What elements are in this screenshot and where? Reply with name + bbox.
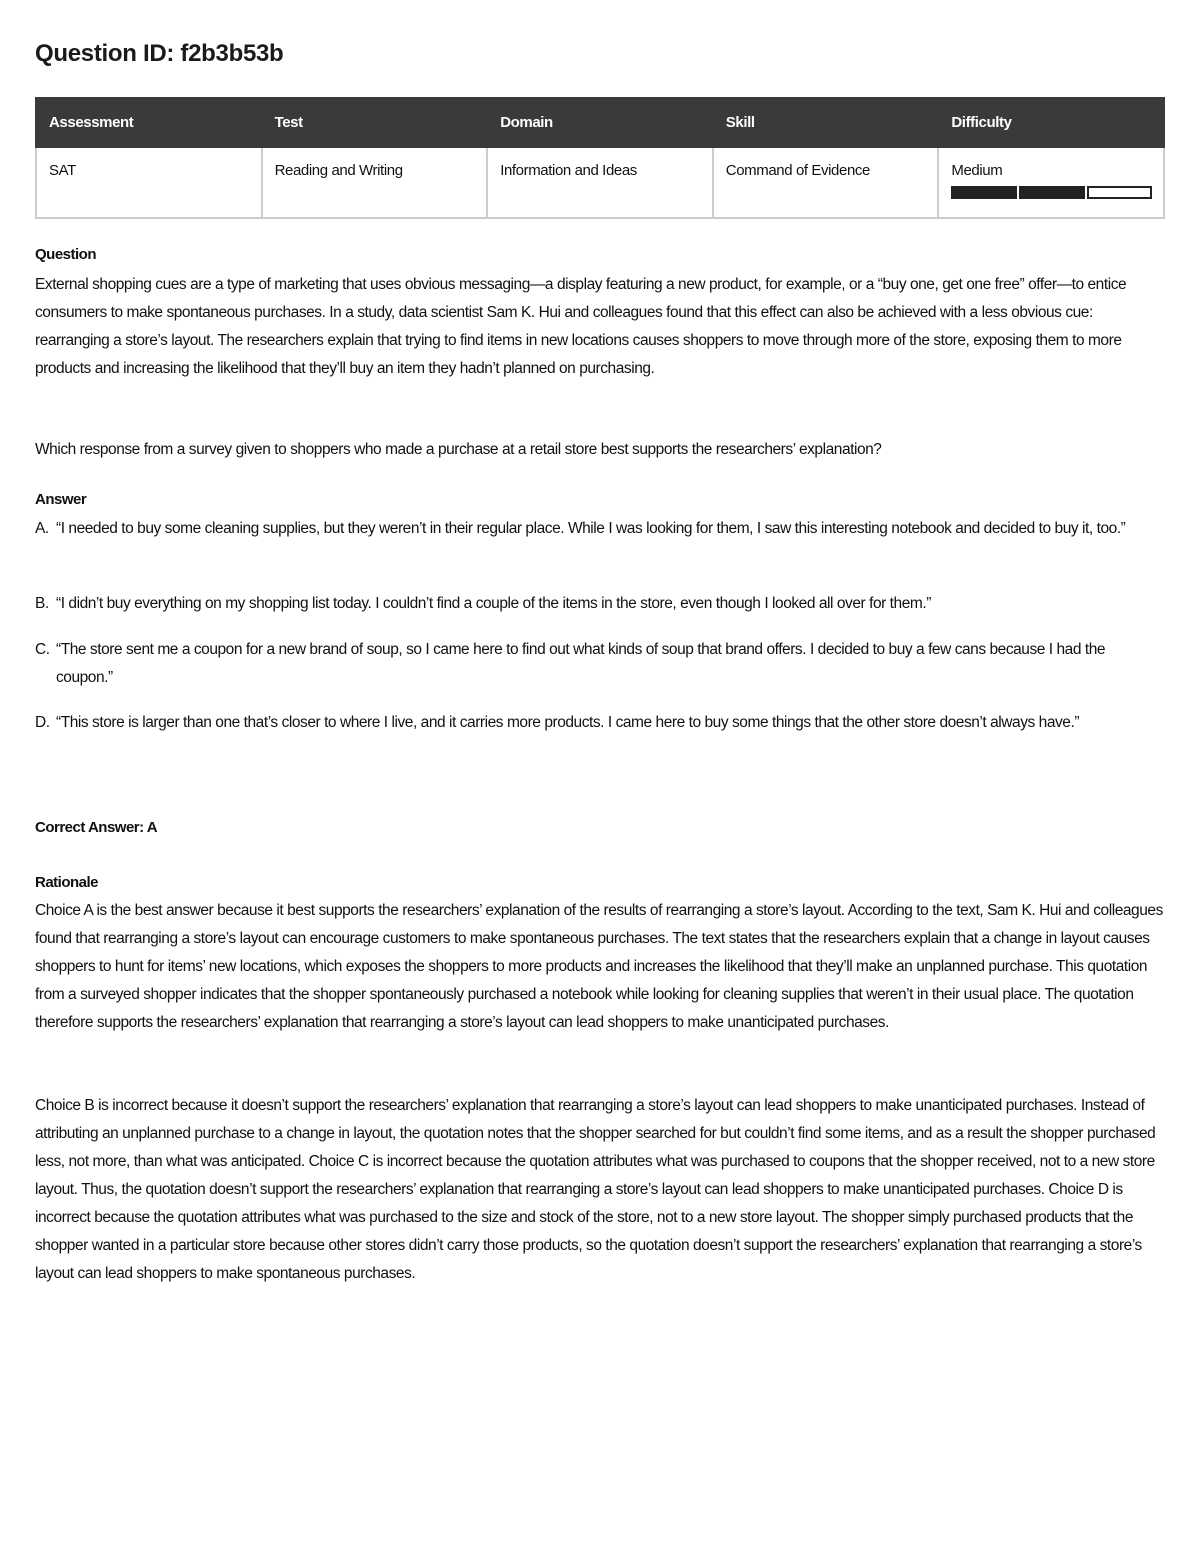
header-assessment: Assessment [36, 98, 262, 147]
rationale-paragraph-1: Choice A is the best answer because it best supports the researchers’ explanation of the results of rearranging a store’s layout. According to the text, Sam K. Hui and colleagues found that rearranging a store’s layout can encourage customers to make spontaneous purchases. The text states that the researchers explain that a change in layout causes shoppers to hunt for items’ new locations, which exposes the shoppers to more products and increases the likelihood that they’ll make an unplanned purchase. This quotation from a surveyed shopper indicates that the shopper spontaneously purchased a notebook while looking for cleaning supplies that weren’t in their usual place. The quotation therefore supports the researchers’ explanation that rearranging a store’s layout can lead shoppers to make unanticipated purchases. [35, 902, 1163, 1031]
choice-text: “I needed to buy some cleaning supplies, but they weren’t in their regular place. While I was looking for them, I saw this interesting notebook and decided to buy it, too.” [56, 520, 1126, 537]
choice-letter: A. [35, 520, 49, 537]
difficulty-segment-empty [1087, 186, 1153, 199]
choice-text: “This store is larger than one that’s closer to where I live, and it carries more products. I came here to buy some things that the other store doesn’t always have.” [56, 714, 1080, 731]
question-prompt: Which response from a survey given to shoppers who made a purchase at a retail store best supports the researchers’ explanation? [35, 441, 882, 458]
choice-letter: C. [35, 641, 50, 658]
cell-difficulty [938, 147, 1164, 218]
metadata-header-row [36, 98, 1164, 147]
answer-label: Answer [35, 491, 87, 508]
choice-c [35, 636, 1165, 692]
header-difficulty: Difficulty [938, 98, 1164, 147]
cell-assessment: SAT [36, 147, 262, 218]
question-passage: External shopping cues are a type of marketing that uses obvious messaging—a display featuring a new product, for example, or a “buy one, get one free” offer—to entice consumers to make spontaneous purchases. In a study, data scientist Sam K. Hui and colleagues found that this effect can also be achieved with a less obvious cue: rearranging a store’s layout. The researchers explain that trying to find items in new locations causes shoppers to move through more of the store, exposing them to more products and increasing the likelihood that they’ll buy an item they hadn’t planned on purchasing. [35, 276, 1127, 377]
choice-letter: D. [35, 714, 50, 731]
rationale-paragraph-2: Choice B is incorrect because it doesn’t support the researchers’ explanation that rearranging a store’s layout can lead shoppers to make unanticipated purchases. Instead of attributing an unplanned purchase to a change in layout, the quotation notes that the shopper searched for but couldn’t find some items, and as a result the shopper purchased less, not more, than what was anticipated. Choice C is incorrect because the quotation attributes what was purchased to coupons that the shopper received, not to a new store layout. Thus, the quotation doesn’t support the researchers’ explanation that rearranging a store’s layout can lead shoppers to make unanticipated purchases. Choice D is incorrect because the quotation attributes what was purchased to the size and stock of the store, not to a new store layout. The shopper simply purchased products that the shopper wanted in a particular store because other stores didn’t carry those products, so the quotation doesn’t support the researchers’ explanation that rearranging a store’s layout can lead shoppers to make spontaneous purchases. [35, 1097, 1156, 1282]
metadata-table [35, 97, 1165, 219]
difficulty-meter [951, 186, 1152, 199]
question-id-title: Question ID: f2b3b53b [35, 40, 284, 67]
cell-skill: Command of Evidence [713, 147, 939, 218]
choice-letter: B. [35, 595, 49, 612]
choice-a [35, 515, 1165, 543]
choice-text: “I didn’t buy everything on my shopping list today. I couldn’t find a couple of the items in the store, even though I looked all over for them.” [56, 595, 931, 612]
rationale-label: Rationale [35, 874, 99, 891]
cell-test: Reading and Writing [262, 147, 488, 218]
metadata-value-row [36, 147, 1164, 218]
cell-domain: Information and Ideas [487, 147, 713, 218]
difficulty-label: Medium [951, 162, 1003, 179]
header-skill: Skill [713, 98, 939, 147]
difficulty-segment-filled [1019, 186, 1085, 199]
choice-text: “The store sent me a coupon for a new brand of soup, so I came here to find out what kinds of soup that brand offers. I decided to buy a few cans because I had the coupon.” [56, 641, 1106, 686]
header-test: Test [262, 98, 488, 147]
header-domain: Domain [487, 98, 713, 147]
choice-d [35, 709, 1165, 737]
difficulty-segment-filled [951, 186, 1017, 199]
question-label: Question [35, 246, 97, 263]
choice-b [35, 590, 1165, 618]
correct-answer: Correct Answer: A [35, 819, 158, 836]
